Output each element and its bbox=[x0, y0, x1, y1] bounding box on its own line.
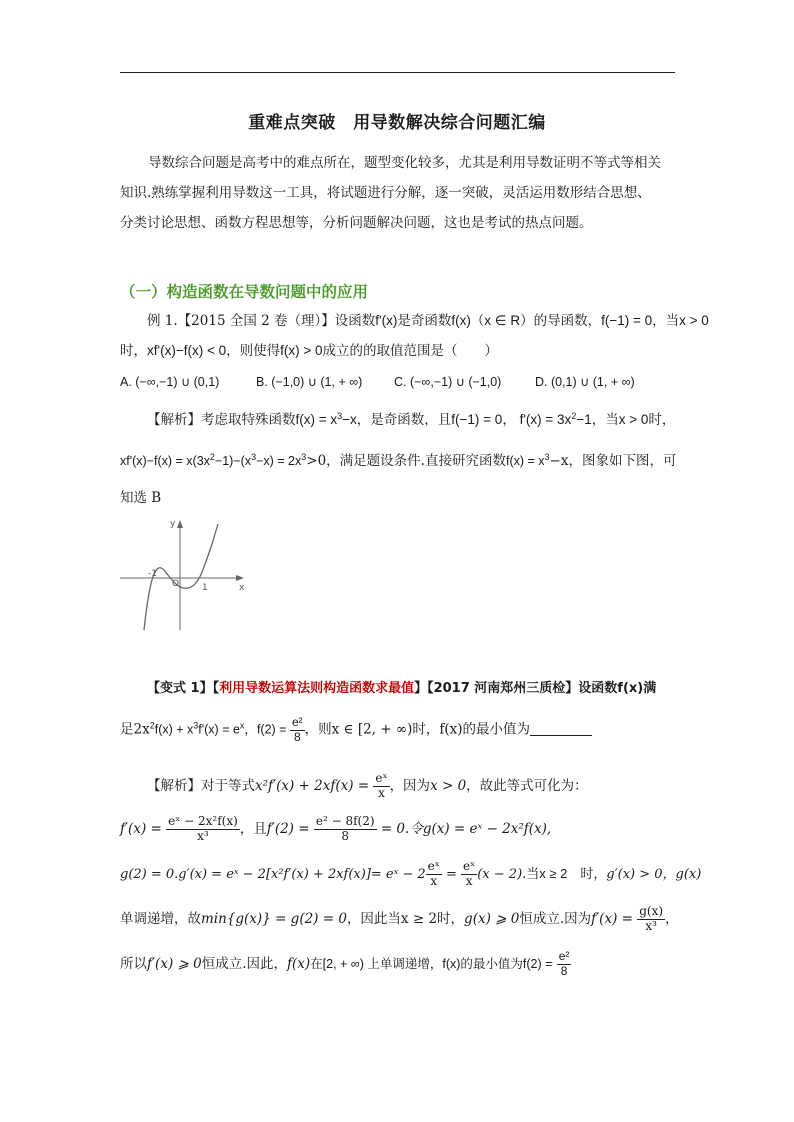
solution1-line1 bbox=[147, 413, 675, 428]
solution2-line5: 所以f′(x) ⩾ 0恒成立.因此，f(x)在[2, + ∞) 上单调递增，f(x)的最小值为f(2) = $\frac{\text{e²}}{8}$ bbox=[120, 949, 570, 978]
solution2-line1: 【解析】对于等式x²f′(x) + 2xf(x) = $\frac{\text{eˣ}}{x}$ ，因为x > 0，故此等式可化为： bbox=[147, 771, 588, 800]
answer-blank[interactable] bbox=[530, 723, 592, 736]
header-rule bbox=[120, 72, 675, 73]
intro-line-2: 知识.熟练掌握利用导数这一工具，将试题进行分解，逐一突破，灵活运用数形结合思想、 bbox=[120, 185, 651, 201]
intro-line-3: 分类讨论思想、函数方程思想等，分析问题解决问题，这也是考试的热点问题。 bbox=[120, 215, 593, 231]
example1-line2: 时，xf'(x)−f(x) < 0，则使得f(x) > 0成立的的取值范围是（ ） bbox=[120, 343, 498, 358]
example1-line1 bbox=[147, 314, 709, 329]
solution2-line3: g(2) = 0.g′(x) = eˣ − 2[x²f′(x) + 2xf(x)]= eˣ − 2 $\frac{\text{eˣ}}{x}$ = $\frac{\text{eˣ}}{x}$ (x − 2).当x ≥ 2 时，g′(x) > 0，g(x) bbox=[120, 859, 702, 888]
option-a: A. (−∞,−1) ∪ (0,1) bbox=[120, 375, 220, 389]
solution1-func: $f(x) = x^3$ bbox=[295, 411, 343, 427]
variant1-topic: 利用导数运算法则构造函数求最值 bbox=[219, 681, 415, 696]
variant1-line2: 足$2x^2f(x) + x^3f'(x) = e^x$，f(2) = $\frac{\text{e²}}{8}$ ，则x ∈ [2, + ∞)时，f(x)的最小值为 bbox=[120, 716, 592, 745]
solution1-cond: −1，当x > 0时， bbox=[576, 412, 676, 427]
solution1-deriv: $f'(x) = 3x^2$ bbox=[519, 411, 577, 427]
solution1-line3: 知选 B bbox=[120, 490, 162, 506]
variant1-line1: 【变式 1】【利用导数运算法则构造函数求最值】【2017 河南郑州三质检】设函数f(x)满 bbox=[147, 681, 657, 696]
x-axis-arrow bbox=[236, 575, 244, 581]
option-b: B. (−1,0) ∪ (1, + ∞) bbox=[256, 375, 363, 389]
section-heading: （一）构造函数在导数问题中的应用 bbox=[120, 283, 369, 301]
solution1-odd: −x，是奇函数，且f(−1) = 0， bbox=[342, 412, 516, 427]
variant1-fraction: $\frac{\text{e²}}{8}$ bbox=[291, 715, 303, 744]
example1-prefix: 例 1.【2015 全国 2 卷（理）】设函数 bbox=[147, 313, 376, 329]
function-graph bbox=[118, 514, 248, 632]
solution2-line2: f′(x) = $\frac{\text{eˣ − 2x²f(x)}}{\text{x³}}$ ，且f′(2) = $\frac{\text{e² − 8f(2)}}{8}$ = 0.令g(x) = eˣ − 2x²f(x), bbox=[120, 814, 552, 843]
solution1-lead: 【解析】考虑取特殊函数 bbox=[147, 412, 296, 428]
y-axis-arrow bbox=[177, 520, 183, 528]
neg-one-label: -1 bbox=[148, 569, 157, 579]
origin-label: O bbox=[172, 579, 180, 589]
page-title: 重难点突破 用导数解决综合问题汇编 bbox=[248, 113, 546, 133]
solution2-line4: 单调递增，故min{g(x)} = g(2) = 0，因此当x ≥ 2时，g(x) ⩾ 0恒成立.因为f′(x) = $\frac{g(x)}{\text{x³}}$ ， bbox=[120, 904, 679, 933]
one-label: 1 bbox=[202, 583, 208, 593]
intro-line-1: 导数综合问题是高考中的难点所在，题型变化较多，尤其是利用导数证明不等式等相关 bbox=[148, 155, 661, 171]
solution1-line2: $xf'(x)-f(x) = x(3x^2-1)-(x^3-x) = 2x^3>0$，满足题设条件.直接研究函数$f(x) = x^3-x$，图象如下图，可 bbox=[120, 452, 677, 469]
x-label: x bbox=[239, 583, 245, 593]
example1-main: f'(x)是奇函数f(x)（x ∈ R）的导函数，f(−1) = 0，当x > 0 bbox=[375, 313, 709, 328]
option-c: C. (−∞,−1) ∪ (−1,0) bbox=[394, 375, 502, 389]
y-label: y bbox=[170, 519, 176, 529]
option-d: D. (0,1) ∪ (1, + ∞) bbox=[535, 375, 635, 389]
